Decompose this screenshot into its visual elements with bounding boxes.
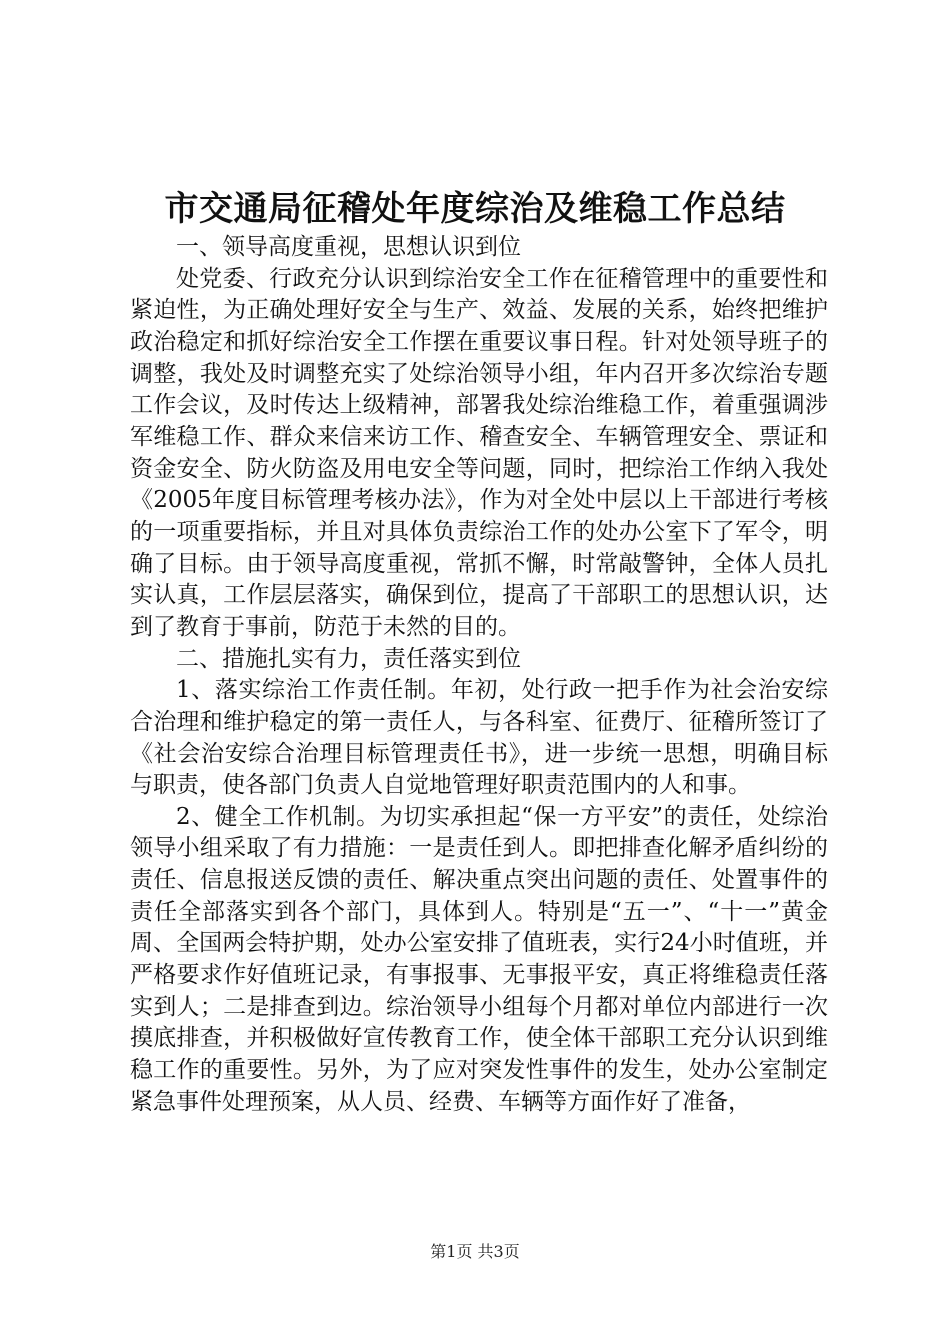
paragraph-1: 处党委、行政充分认识到综治安全工作在征稽管理中的重要性和紧迫性，为正确处理好安全与生产、效益、发展的关系，始终把维护政治稳定和抓好综治安全工作摆在重要议事日程。针对处领导班子的调整，我处及时调整充实了处综治领导小组，年内召开多次综治专题工作会议，及时传达上级精神，部署我处综治维稳工作，着重强调涉军维稳工作、群众来信来访工作、稽查安全、车辆管理安全、票证和资金安全、防火防盗及用电安全等问题，同时，把综治工作纳入我处《2005年度目标管理考核办法》，作为对全处中层以上干部进行考核的一项重要指标，并且对具体负责综治工作的处办公室下了军令，明确了目标。由于领导高度重视，常抓不懈，时常敲警钟，全体人员扎实认真，工作层层落实，确保到位，提高了干部职工的思想认识，达到了教育于事前，防范于未然的目的。 xyxy=(130,265,828,640)
document-title: 市交通局征稽处年度综治及维稳工作总结 xyxy=(164,189,786,229)
document-body xyxy=(130,232,828,1118)
section-heading-2: 二、措施扎实有力，责任落实到位 xyxy=(176,645,521,672)
paragraph-2: 1、落实综治工作责任制。年初，处行政一把手作为社会治安综合治理和维护稳定的第一责任人，与各科室、征费厅、征稽所签订了《社会治安综合治理目标管理责任书》，进一步统一思想，明确目标与职责，使各部门负责人自觉地管理好职责范围内的人和事。 xyxy=(130,677,828,799)
paragraph-3: 2、健全工作机制。为切实承担起“保一方平安”的责任，处综治领导小组采取了有力措施：一是责任到人。即把排查化解矛盾纠纷的责任、信息报送反馈的责任、解决重点突出问题的责任、处置事件的责任全部落实到各个部门，具体到人。特别是“五一”、“十一”黄金周、全国两会特护期，处办公室安排了值班表，实行24小时值班，并严格要求作好值班记录，有事报事、无事报平安，真正将维稳责任落实到人；二是排查到边。综治领导小组每个月都对单位内部进行一次摸底排查，并积极做好宣传教育工作，使全体干部职工充分认识到维稳工作的重要性。另外，为了应对突发性事件的发生，处办公室制定紧急事件处理预案，从人员、经费、车辆等方面作好了准备， xyxy=(130,803,828,1115)
section-heading-1: 一、领导高度重视，思想认识到位 xyxy=(176,234,521,260)
page-number-footer: 第1页 共3页 xyxy=(430,1242,520,1261)
